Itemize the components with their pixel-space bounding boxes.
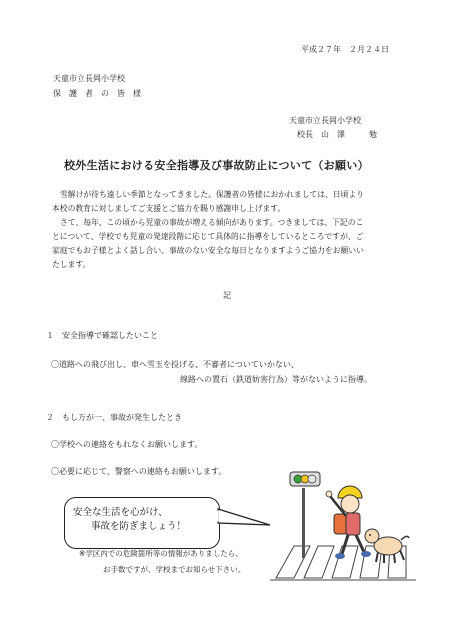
section2-item1: 〇学校への連絡をもれなくお願いします。 [51,440,203,449]
intro-line: 家庭でもお子様とよく話し合い、事故のない安全な毎日となりますようご協力をお願いい [52,246,364,255]
letter-date: 平成２７年 ２月２４日 [301,45,389,54]
section1-heading: １ 安全指導で確認したいこと [46,331,158,340]
sender-principal: 校長 山 澤 勉 [297,130,377,139]
ki-heading: 記 [223,291,231,300]
addressee-recipients: 保 護 者 の 皆 様 [53,89,141,98]
sender-school: 天童市立長岡小学校 [289,116,361,125]
section2-item2: 〇必要に応じて、警察への連絡もお願いします。 [51,467,227,476]
safety-illustration [268,466,418,590]
speech-bubble [64,497,220,549]
bubble-tail [214,505,274,535]
intro-line: たします。 [52,260,91,269]
bubble-line1: 安全な生活を心がけ、 [73,507,168,518]
bubble-line2: 事故を防ぎましょう！ [91,521,187,532]
note-line2: お手数ですが、学校までお知らせ下さい。 [103,565,246,574]
letter-title: 校外生活における安全指導及び事故防止について（お願い） [64,159,369,172]
intro-line: さて、毎年、この頃から児童の事故が増える傾向があります。つきましては、下記のこ [60,218,364,227]
addressee-school: 天童市立長岡小学校 [53,74,125,83]
intro-line: 本校の教育に対しましてご支援とご協力を賜り感謝申し上げます。 [52,204,286,213]
intro-line: とについて、学校でも児童の発達段階に応じて具体的に指導をしているところですが、ご [52,232,364,241]
intro-paragraph [52,188,364,272]
section2-heading: ２ もし万が一、事故が発生したとき [46,413,182,422]
intro-line: 雪解けが待ち遠しい季節となってきました。保護者の皆様におかれましては、日頃より [60,190,365,199]
section1-item-line1: 〇道路への飛び出し、車へ雪玉を投げる、不審者についていかない、 [51,360,299,369]
traffic-light-icon [290,472,320,558]
note-line1: ※学区内での危険箇所等の情報がありましたら、 [79,549,243,558]
section1-item-line2: 線路への置石（鉄道妨害行為）等がないように指導。 [180,375,372,384]
